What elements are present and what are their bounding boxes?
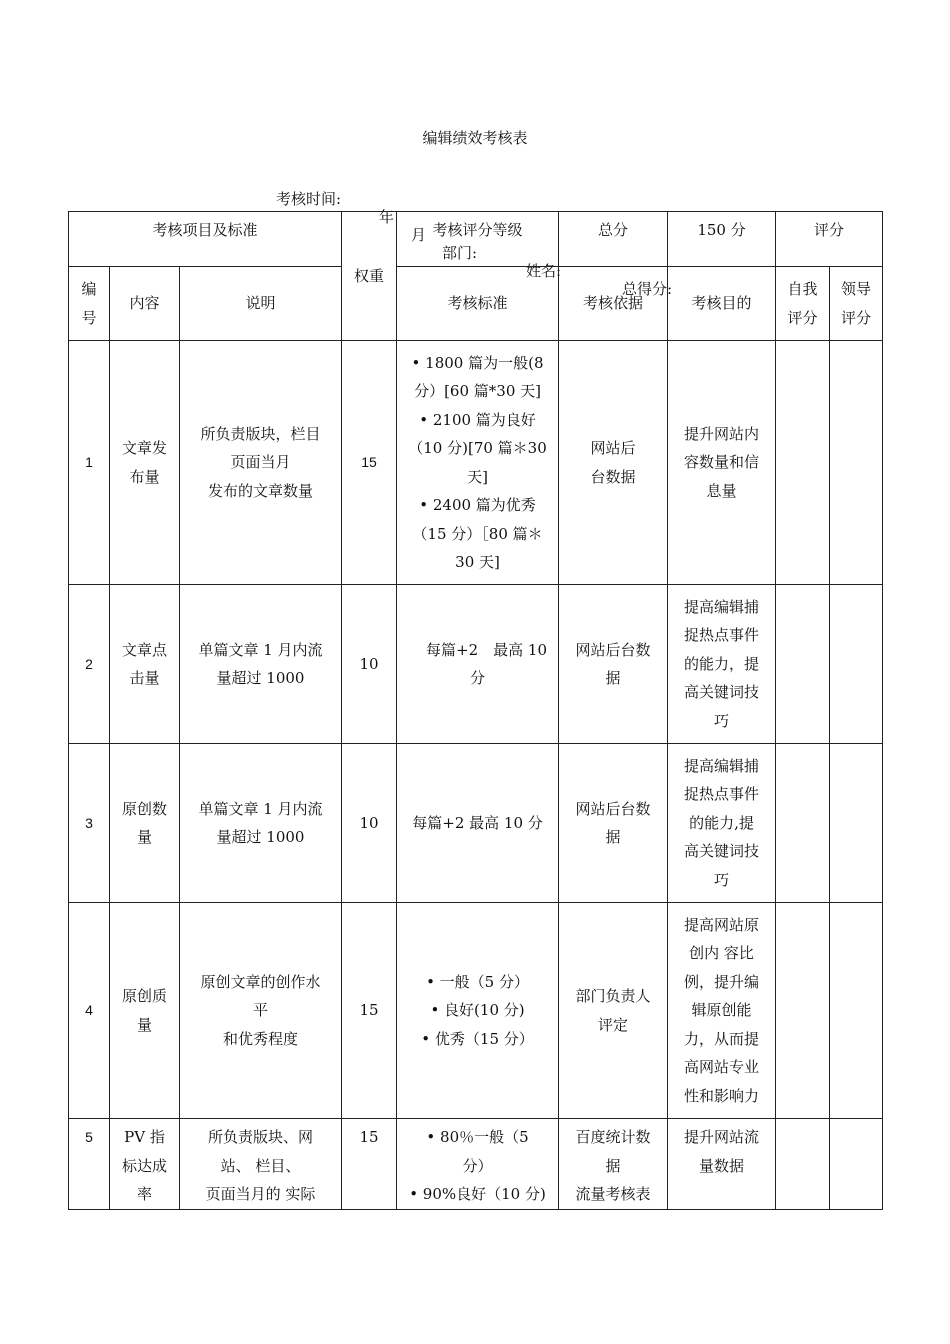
table-row — [69, 1119, 883, 1210]
row-self-score[interactable] — [776, 341, 830, 585]
row-basis: 网站后 台数据 — [559, 341, 668, 585]
row-leader-score[interactable] — [830, 585, 883, 744]
row-content: 原创质 量 — [110, 903, 180, 1119]
row-self-score[interactable] — [776, 585, 830, 744]
row-no: 3 — [69, 744, 110, 903]
header-purpose: 考核目的 — [668, 267, 776, 341]
row-weight: 15 — [342, 1119, 397, 1210]
assessment-table — [68, 211, 883, 1210]
header-grade: 考核评分等级 — [397, 212, 559, 267]
row-basis: 部门负责人 评定 — [559, 903, 668, 1119]
row-content: 文章点 击量 — [110, 585, 180, 744]
table-row — [69, 903, 883, 1119]
row-weight: 10 — [342, 744, 397, 903]
row-desc: 单篇文章 1 月内流 量超过 1000 — [180, 585, 342, 744]
row-standard: • 1800 篇为一般(8 分）[60 篇*30 天] • 2100 篇为良好 （10 分)[70 篇＊30 天] • 2400 篇为优秀 （15 分）［80 篇＊ 30 天] — [397, 341, 559, 585]
row-purpose: 提高网站原 创内 容比 例，提升编 辑原创能 力，从而提 高网站专业 性和影响力 — [668, 903, 776, 1119]
time-label: 考核时间: — [276, 190, 342, 208]
header-project: 考核项目及标准 — [69, 212, 342, 267]
row-self-score[interactable] — [776, 744, 830, 903]
header-leader-score: 领导 评分 — [830, 267, 883, 341]
row-no: 2 — [69, 585, 110, 744]
row-weight: 15 — [342, 341, 397, 585]
name-label: 姓名: — [526, 262, 562, 280]
row-desc: 单篇文章 1 月内流 量超过 1000 — [180, 744, 342, 903]
header-total: 总分 — [559, 212, 668, 267]
table-row — [69, 341, 883, 585]
row-weight: 10 — [342, 585, 397, 744]
row-no: 1 — [69, 341, 110, 585]
row-desc: 原创文章的创作水 平 和优秀程度 — [180, 903, 342, 1119]
row-weight: 15 — [342, 903, 397, 1119]
row-standard: • 一般（5 分） • 良好(10 分) • 优秀（15 分） — [397, 903, 559, 1119]
row-desc: 所负责版块，栏目 页面当月 发布的文章数量 — [180, 341, 342, 585]
header-points: 150 分 — [668, 212, 776, 267]
row-purpose: 提高编辑捕 捉热点事件 的能力,提 高关键词技 巧 — [668, 744, 776, 903]
row-basis: 网站后台数 据 — [559, 744, 668, 903]
header-basis: 考核依据 — [559, 267, 668, 341]
dept-label: 部门: — [442, 244, 478, 262]
row-no: 4 — [69, 903, 110, 1119]
row-no: 5 — [69, 1119, 110, 1210]
row-basis: 网站后台数 据 — [559, 585, 668, 744]
header-content: 内容 — [110, 267, 180, 341]
header-row-1 — [69, 212, 883, 267]
header-desc: 说明 — [180, 267, 342, 341]
row-desc: 所负责版块、网 站、 栏目、 页面当月的 实际 — [180, 1119, 342, 1210]
header-self-score: 自我 评分 — [776, 267, 830, 341]
year-label: 年 — [379, 208, 395, 226]
table-row — [69, 585, 883, 744]
row-leader-score[interactable] — [830, 341, 883, 585]
row-purpose: 提高编辑捕 捉热点事件 的能力，提 高关键词技 巧 — [668, 585, 776, 744]
header-no: 编 号 — [69, 267, 110, 341]
row-content: 文章发 布量 — [110, 341, 180, 585]
page-title: 编辑绩效考核表 — [422, 129, 528, 147]
row-self-score[interactable] — [776, 1119, 830, 1210]
row-leader-score[interactable] — [830, 903, 883, 1119]
row-standard: • 80％一般（5 分） • 90%良好（10 分) — [397, 1119, 559, 1210]
row-standard: 每篇+2 最高 10 分 — [397, 744, 559, 903]
header-weight: 权重 — [342, 212, 397, 341]
header-row-2 — [69, 267, 883, 341]
row-content: 原创数 量 — [110, 744, 180, 903]
row-basis: 百度统计数 据 流量考核表 — [559, 1119, 668, 1210]
row-purpose: 提升网站内 容数量和信 息量 — [668, 341, 776, 585]
row-self-score[interactable] — [776, 903, 830, 1119]
row-standard: 每篇+2 最高 10 分 — [397, 585, 559, 744]
score-label: 总得分: — [622, 280, 673, 298]
table-row — [69, 744, 883, 903]
row-purpose: 提升网站流 量数据 — [668, 1119, 776, 1210]
row-leader-score[interactable] — [830, 1119, 883, 1210]
row-leader-score[interactable] — [830, 744, 883, 903]
row-content: PV 指 标达成 率 — [110, 1119, 180, 1210]
month-label: 月 — [411, 226, 427, 244]
header-standard: 考核标准 — [397, 267, 559, 341]
header-rating: 评分 — [776, 212, 883, 267]
